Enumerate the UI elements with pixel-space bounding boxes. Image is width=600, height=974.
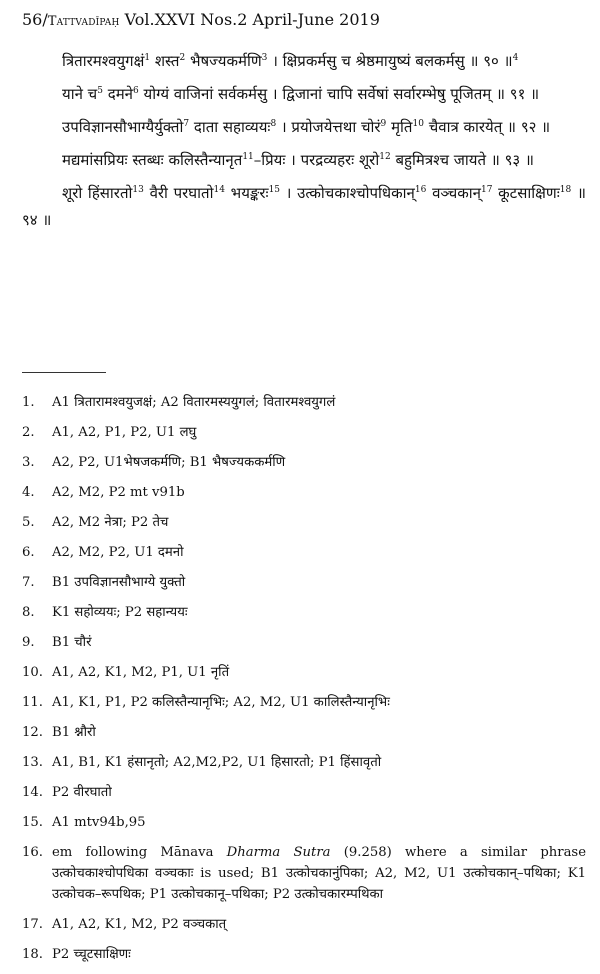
footnote-number: 18. <box>22 947 43 962</box>
footnote-item <box>22 782 586 803</box>
verse-90: त्रितारमश्वयुगक्षं$^1$ शस्त$^2$ भैषज्यकर्मणि$^3$ । क्षिप्रकर्मसु च श्रेष्ठमायुष्यं बलकर्मसु ॥ ९० ॥$^4$ <box>62 52 519 70</box>
footnote-number: 7. <box>22 575 35 590</box>
footnote-item <box>22 392 586 413</box>
footnote-ref: 13 <box>132 185 144 195</box>
footnote-item <box>22 602 586 623</box>
footnote-number: 11. <box>22 695 43 710</box>
footnote-text: A2, M2 नेत्रा; P2 तेच <box>52 515 169 530</box>
footnote-item <box>22 572 586 593</box>
footnote-ref: 16 <box>414 185 427 195</box>
footnote-text: A1, A2, P1, P2, U1 लघु <box>52 425 197 440</box>
footnote-ref: 11 <box>242 152 254 162</box>
footnote-ref: 1 <box>144 53 151 63</box>
verse-91: याने च$^5$ दमने$^6$ योग्यं वाजिनां सर्वकर्मसु । द्विजानां चापि सर्वेषां सर्वारम्भेषु पूजितम् ॥ ९१ ॥ <box>62 85 540 103</box>
footnote-ref: 6 <box>133 86 139 96</box>
footnote-list <box>22 392 586 974</box>
footnote-text: P2 वीरघातो <box>52 785 112 800</box>
footnote-item <box>22 752 586 773</box>
footnote-number: 5. <box>22 515 35 530</box>
volume-info: Vol.XXVI Nos.2 April-June 2019 <box>124 10 380 29</box>
journal-name: Tattvadīpaḥ <box>47 14 120 29</box>
footnote-ref: 9 <box>380 119 387 129</box>
footnote-divider <box>22 372 106 373</box>
footnote-number: 3. <box>22 455 35 470</box>
footnote-ref: 8 <box>270 119 277 129</box>
footnote-text: em following Mānava Dharma Sutra (9.258) where a similar phrase उत्कोचकाश्चोपधिका वञ्चकाः is used; B1 उत्कोचकानुंपिका; A2, M2, U1 उत्कोचकान्–पथिका; K1 उत्कोचक–रूपथिक; P1 उत्कोचकानू–पथिका; P2 उत्कोचकारम्पथिका <box>52 845 586 902</box>
footnote-number: 15. <box>22 815 43 830</box>
footnote-item <box>22 662 586 683</box>
footnote-number: 14. <box>22 785 43 800</box>
footnote-ref: 14 <box>213 185 225 195</box>
footnote-text: P2 च्चूटसाक्षिणः <box>52 947 131 962</box>
footnote-item <box>22 692 586 713</box>
footnote-text: A1, A2, K1, M2, P1, U1 नृतिं <box>52 665 230 680</box>
footnote-item <box>22 944 586 965</box>
verse-92: उपविज्ञानसौभाग्यैर्युक्तो$^7$ दाता सहाव्ययः$^8$ । प्रयोजयेत्तथा चोरं$^9$ मृति$^{10}$ चैवात्र कारयेत् ॥ ९२ ॥ <box>62 118 551 136</box>
footnote-item <box>22 914 586 935</box>
italic-title: Dharma Sutra <box>226 845 331 860</box>
footnote-number: 2. <box>22 425 35 440</box>
footnote-text: A2, M2, P2, U1 दमनो <box>52 545 184 560</box>
footnote-text: B1 चौरं <box>52 635 92 650</box>
page-number: 56/ <box>22 10 48 29</box>
footnote-item <box>22 482 586 503</box>
footnote-text: A1, A2, K1, M2, P2 वञ्चकात् <box>52 917 227 932</box>
footnote-text: A1, B1, K1 हंसानृतो; A2,M2,P2, U1 हिसारतो; P1 हिंसावृतो <box>52 755 382 770</box>
footnote-ref: 12 <box>379 152 391 162</box>
footnote-number: 9. <box>22 635 35 650</box>
footnote-item <box>22 812 586 833</box>
footnote-text: A2, P2, U1भेषजकर्मणि; B1 भैषज्यककर्मणि <box>52 455 286 470</box>
footnote-item <box>22 422 586 443</box>
footnote-number: 4. <box>22 485 35 500</box>
footnote-number: 16. <box>22 845 43 860</box>
footnote-text: A1 mtv94b,95 <box>52 815 146 830</box>
footnote-ref: 2 <box>179 53 186 63</box>
footnote-number: 1. <box>22 395 35 410</box>
footnote-ref: 4 <box>512 53 519 63</box>
footnote-number: 10. <box>22 665 43 680</box>
page-header <box>22 10 588 29</box>
sanskrit-verses <box>22 48 586 240</box>
footnote-number: 8. <box>22 605 35 620</box>
footnote-text: A2, M2, P2 mt v91b <box>52 485 185 500</box>
footnote-text: B1 श्नौरो <box>52 725 96 740</box>
footnote-item <box>22 542 586 563</box>
footnote-ref: 15 <box>268 185 281 195</box>
footnote-text: K1 सहोव्ययः; P2 सहान्ययः <box>52 605 188 620</box>
footnote-number: 13. <box>22 755 43 770</box>
verse-93: मद्यमांसप्रियः स्तब्धः कलिस्तैन्यानृत$^{11}$–प्रियः । परद्रव्यहरः शूरो$^{12}$ बहुमित्रश्च जायते ॥ ९३ ॥ <box>62 151 534 169</box>
footnote-number: 12. <box>22 725 43 740</box>
footnote-number: 17. <box>22 917 43 932</box>
footnote-ref: 3 <box>261 53 268 63</box>
footnote-ref: 7 <box>183 119 190 129</box>
footnote-number: 6. <box>22 545 35 560</box>
footnote-text: B1 उपविज्ञानसौभाग्ये युक्तो <box>52 575 186 590</box>
footnote-item <box>22 452 586 473</box>
footnote-text: A1 त्रितारामश्वयुजक्षं; A2 वितारमस्ययुगलं; वितारमश्वयुगलं <box>52 395 336 410</box>
footnote-item <box>22 512 586 533</box>
verse-94: शूरो हिंसारतो$^{13}$ वैरी परघातो$^{14}$ भयङ्करः$^{15}$ । उत्कोचकाश्चोपधिकान्$^{16}$ वञ्चकान्$^{17}$ कूटसाक्षिणः$^{18}$ ॥ ९४ ॥ <box>22 184 586 229</box>
footnote-item <box>22 632 586 653</box>
footnote-text: A1, K1, P1, P2 कलिस्तैन्यानृभिः; A2, M2, U1 कालिस्तैन्यानृभिः <box>52 695 390 710</box>
footnote-ref: 18 <box>559 185 572 195</box>
footnote-ref: 5 <box>97 86 103 96</box>
footnote-ref: 10 <box>412 119 424 129</box>
footnote-ref: 17 <box>480 185 493 195</box>
footnote-item <box>22 722 586 743</box>
